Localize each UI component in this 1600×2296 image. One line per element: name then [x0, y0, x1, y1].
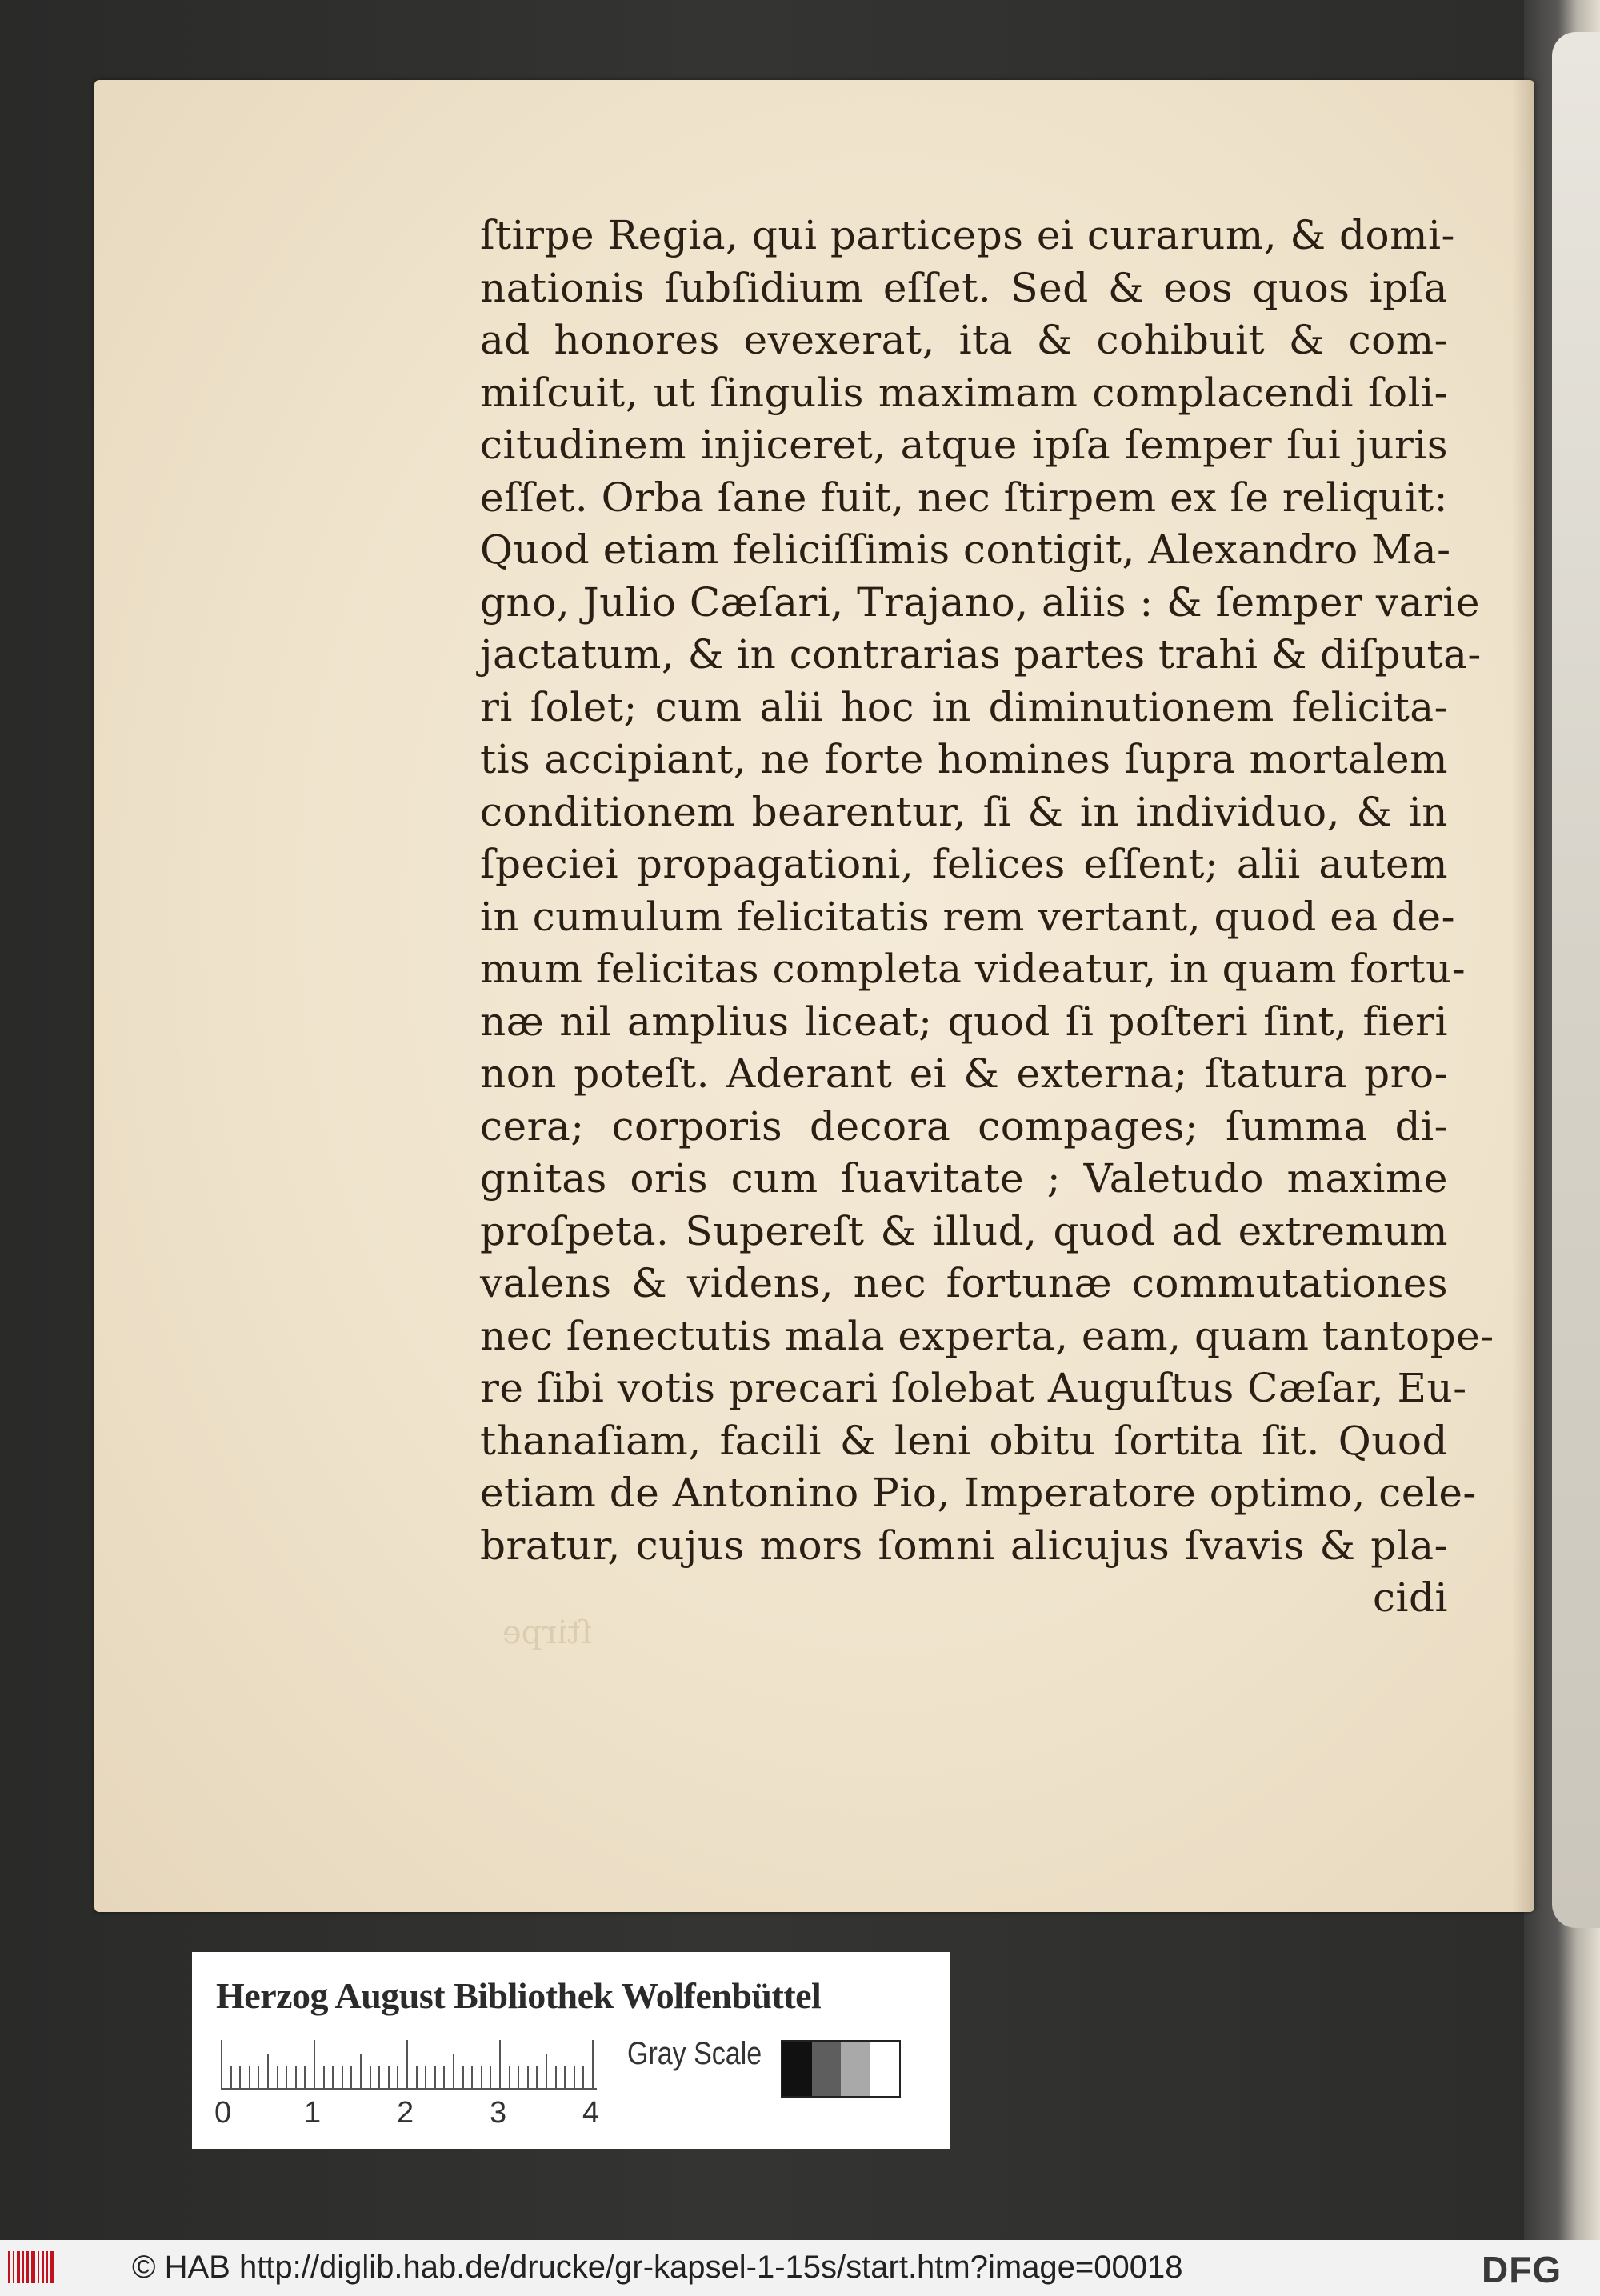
text-line: etiam de Antonino Pio, Imperatore optimo, cele-	[480, 1470, 1477, 1516]
ruler-tick	[425, 2066, 426, 2088]
ruler-tick	[378, 2066, 380, 2088]
text-line: ad honores evexerat, ita & cohibuit & com-	[480, 317, 1448, 363]
ruler-tick	[582, 2066, 584, 2088]
barcode-bar	[13, 2251, 14, 2283]
text-line: proſpeta. Supereſt & illud, quod ad extremum	[480, 1207, 1448, 1254]
text-line: thanaſiam, facili & leni obitu ſortita ſit. Quod	[480, 1417, 1448, 1464]
text-line: Quod etiam feliciſſimis contigit, Alexandro Ma-	[480, 526, 1451, 573]
text-line: cidi	[1373, 1574, 1448, 1621]
ruler-tick	[555, 2066, 557, 2088]
gray-swatch	[841, 2042, 870, 2096]
text-line: bratur, cujus mors ſomni alicujus ſvavis & pla-	[480, 1522, 1448, 1569]
text-line: tis accipiant, ne forte homines ſupra mortalem	[480, 736, 1448, 782]
text-line: eſſet. Orba ſane fuit, nec ſtirpem ex ſe reliquit:	[480, 474, 1448, 521]
ruler-tick	[443, 2066, 445, 2088]
color-reference-card	[192, 1952, 950, 2149]
text-line: ſpeciei propagationi, felices eſſent; alii autem	[480, 841, 1448, 887]
ruler-number: 0	[214, 2096, 232, 2130]
ruler-tick	[286, 2066, 287, 2088]
ruler-tick	[499, 2040, 501, 2088]
text-line: ſtirpe Regia, qui particeps ei curarum, & domi-	[480, 212, 1455, 258]
ruler-tick	[481, 2066, 482, 2088]
next-page-edge	[1524, 0, 1600, 2240]
barcode-bar	[50, 2251, 54, 2283]
ruler-tick	[527, 2066, 529, 2088]
ruler-tick	[406, 2040, 408, 2088]
ruler-tick	[536, 2066, 538, 2088]
ruler-number: 2	[397, 2096, 414, 2130]
ruler-tick	[546, 2054, 547, 2088]
ruler-tick	[388, 2066, 390, 2088]
text-line: non poteſt. Aderant ei & externa; ſtatura pro-	[480, 1050, 1448, 1097]
ruler	[221, 2040, 597, 2090]
ruler-tick	[453, 2054, 454, 2088]
text-line: miſcuit, ut ſingulis maximam complacendi ſoli-	[480, 369, 1448, 416]
bleed-through-text: ſtirpe	[502, 1614, 593, 1651]
barcode-icon	[8, 2251, 62, 2283]
ruler-tick	[258, 2066, 259, 2088]
text-line: næ nil amplius liceat; quod ſi poſteri ſint, fieri	[480, 998, 1448, 1045]
page-text	[480, 210, 1494, 1625]
gray-scale-label: Gray Scale	[627, 2036, 762, 2071]
ruler-tick	[434, 2066, 436, 2088]
text-line: re ſibi votis precari ſolebat Auguſtus Cæſar, Eu-	[480, 1365, 1467, 1411]
ruler-tick	[397, 2066, 398, 2088]
ruler-tick	[239, 2066, 241, 2088]
ruler-tick	[462, 2066, 464, 2088]
barcode-bar	[46, 2251, 48, 2283]
barcode-bar	[42, 2251, 44, 2283]
ruler-tick	[332, 2066, 334, 2088]
footer-bar	[0, 2240, 1600, 2296]
text-line: conditionem bearentur, ſi & in individuo, & in	[480, 788, 1448, 835]
source-url[interactable]: © HAB http://diglib.hab.de/drucke/gr-kapsel-1-15s/start.htm?image=00018	[132, 2250, 1183, 2285]
ruler-tick	[304, 2066, 306, 2088]
ruler-tick	[314, 2040, 315, 2088]
ruler-tick	[323, 2066, 325, 2088]
gray-swatch	[870, 2042, 900, 2096]
ruler-tick	[277, 2066, 278, 2088]
ruler-tick	[564, 2066, 566, 2088]
ruler-tick	[592, 2040, 594, 2088]
gray-scale-swatches	[781, 2040, 901, 2098]
text-line: in cumulum felicitatis rem vertant, quod ea de-	[480, 893, 1456, 940]
ruler-tick	[370, 2066, 371, 2088]
ruler-number: 4	[582, 2096, 600, 2130]
ruler-number: 1	[304, 2096, 322, 2130]
text-line: mum felicitas completa videatur, in quam fortu-	[480, 946, 1466, 992]
barcode-bar	[8, 2251, 10, 2283]
ruler-tick	[471, 2066, 473, 2088]
ruler-tick	[249, 2066, 250, 2088]
ruler-tick	[518, 2066, 519, 2088]
ruler-tick	[509, 2066, 510, 2088]
barcode-bar	[17, 2251, 20, 2283]
page-edge-shadow	[1512, 80, 1534, 1912]
ruler-tick	[350, 2066, 352, 2088]
ruler-tick	[267, 2054, 269, 2088]
dfg-logo: DFG	[1482, 2249, 1562, 2290]
text-line: citudinem injiceret, atque ipſa ſemper ſui juris	[480, 422, 1448, 468]
gray-swatch	[782, 2042, 812, 2096]
barcode-bar	[38, 2251, 39, 2283]
gray-swatch	[812, 2042, 842, 2096]
text-line: valens & videns, nec fortunæ commutationes	[480, 1260, 1448, 1306]
barcode-bar	[26, 2251, 29, 2283]
text-line: gno, Julio Cæſari, Trajano, aliis : & ſemper varie	[480, 578, 1480, 626]
barcode-bar	[22, 2251, 24, 2283]
ruler-tick	[360, 2054, 362, 2088]
page-edge-tab	[1552, 32, 1600, 1928]
ruler-tick	[416, 2066, 418, 2088]
ruler-tick	[342, 2066, 343, 2088]
text-line: nationis ſubſidium eſſet. Sed & eos quos ipſa	[480, 264, 1448, 311]
text-line: ri ſolet; cum alii hoc in diminutionem felicita-	[480, 683, 1448, 730]
ruler-tick	[295, 2066, 297, 2088]
ruler-tick	[490, 2066, 491, 2088]
text-line: cera; corporis decora compages; ſumma di-	[480, 1102, 1448, 1150]
ruler-tick	[230, 2066, 232, 2088]
text-line: nec ſenectutis mala experta, eam, quam tantope-	[480, 1312, 1494, 1359]
text-line: jactatum, & in contrarias partes trahi & diſputa-	[480, 631, 1482, 678]
barcode-bar	[31, 2251, 35, 2283]
text-line: gnitas oris cum ſuavitate ; Valetudo maxime	[480, 1155, 1448, 1202]
ruler-number: 3	[490, 2096, 507, 2130]
card-title: Herzog August Bibliothek Wolfenbüttel	[216, 1975, 822, 2016]
ruler-tick	[574, 2066, 575, 2088]
ruler-tick	[221, 2040, 222, 2088]
